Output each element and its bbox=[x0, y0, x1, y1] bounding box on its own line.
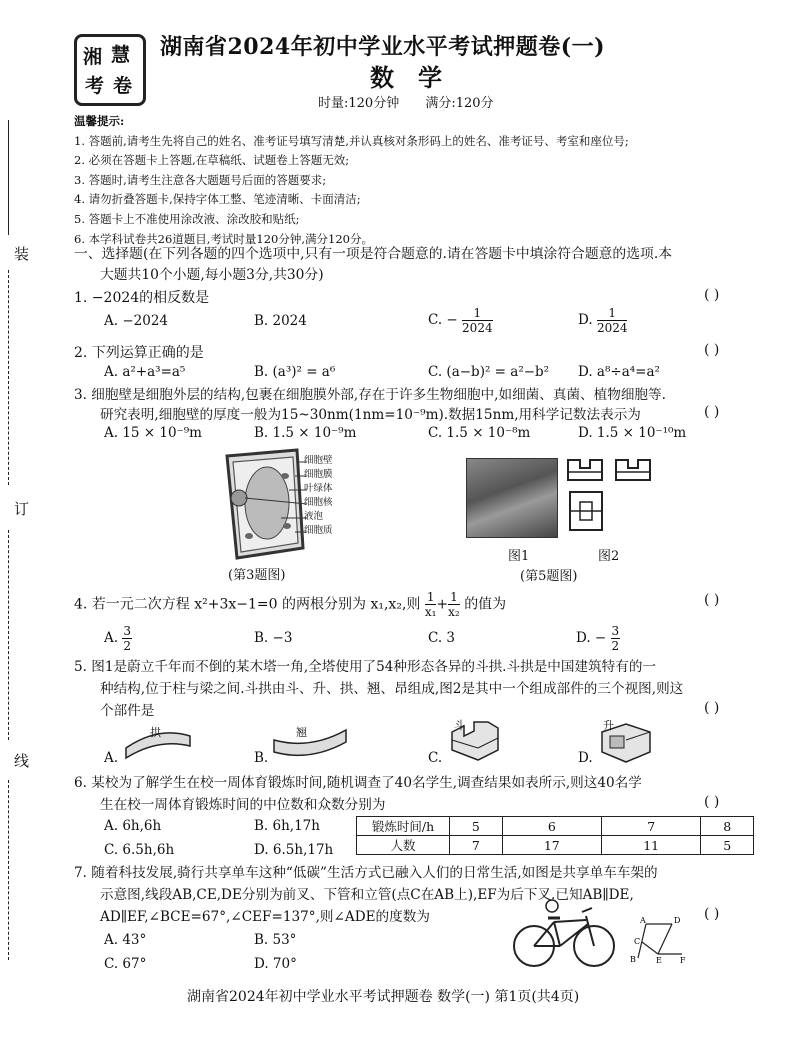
frac-num: 1 bbox=[426, 590, 435, 604]
table-cell: 8 bbox=[701, 817, 754, 836]
q5-line1: 5. 图1是蔚立千年而不倒的某木塔一角,全塔使用了54种形态各异的斗拱.斗拱是中国建筑特有的一 bbox=[74, 659, 657, 675]
cell-label: 细胞核 bbox=[304, 497, 333, 508]
table-cell: 5 bbox=[450, 817, 503, 836]
section1-line2: 大题共10个小题,每小题3分,共30分) bbox=[100, 267, 324, 283]
q2-option-a: A. a²+a³=a⁵ bbox=[104, 364, 186, 380]
table-row bbox=[357, 817, 754, 836]
gutter-ding: 订 bbox=[14, 500, 30, 518]
q4-frac-2 bbox=[448, 590, 460, 619]
q6-answer-paren: ( ) bbox=[704, 794, 720, 810]
q3-figure-caption: (第3题图) bbox=[228, 568, 286, 583]
point-label-e: E bbox=[656, 956, 662, 964]
logo-char-1: 湘 bbox=[83, 46, 103, 68]
cell-label: 液泡 bbox=[304, 511, 324, 522]
tip-item: 2. 必须在答题卡上答题,在草稿纸、试题卷上答题无效; bbox=[74, 153, 350, 168]
q1-d-label: D. bbox=[578, 312, 593, 328]
q4-a-fraction bbox=[122, 624, 132, 653]
tip-item: 6. 本学科试卷共26道题目,考试时量120分钟,满分120分。 bbox=[74, 231, 373, 246]
gutter-zhuang: 装 bbox=[14, 245, 30, 263]
q4-option-b: B. −3 bbox=[254, 630, 293, 646]
q7-line3: AD∥EF,∠BCE=67°,∠CEF=137°,则∠ADE的度数为 bbox=[100, 909, 430, 925]
q2-stem: 2. 下列运算正确的是 bbox=[74, 345, 204, 361]
table-cell: 5 bbox=[701, 836, 754, 855]
fig1-label: 图1 bbox=[508, 549, 530, 564]
logo-char-3: 考 bbox=[85, 75, 105, 97]
table-cell: 7 bbox=[601, 817, 700, 836]
q1-option-a: A. −2024 bbox=[104, 313, 168, 329]
frac-num: 1 bbox=[462, 306, 493, 321]
q7-answer-paren: ( ) bbox=[704, 906, 720, 922]
q5-option-d: D. bbox=[578, 750, 593, 766]
cell-labels bbox=[304, 454, 333, 538]
q6-option-c: C. 6.5h,6h bbox=[104, 842, 175, 858]
frac-den: x₂ bbox=[448, 605, 460, 619]
exam-info bbox=[318, 92, 516, 111]
frac-num: 1 bbox=[450, 590, 458, 604]
q7-line1: 7. 随着科技发展,骑行共享单车这种“低碳”生活方式已融入人们的日常生活,如图是共享单车车架的 bbox=[74, 865, 658, 881]
q4-d-fraction bbox=[611, 624, 621, 653]
frac-den: x₁ bbox=[424, 605, 437, 619]
q3-answer-paren: ( ) bbox=[704, 404, 720, 420]
q7-line2: 示意图,线段AB,CE,DE分别为前叉、下管和立管(点C在AB上),EF为后下叉.已知AB∥DE, bbox=[100, 887, 634, 903]
binding-line-top bbox=[8, 120, 9, 235]
logo-char-2: 慧 bbox=[111, 44, 131, 66]
section1-line1: 一、选择题(在下列各题的四个选项中,只有一项是符合题意的.请在答题卡中填涂符合题意的选项.本 bbox=[74, 246, 673, 262]
q5-option-c: C. bbox=[428, 750, 443, 766]
tip-item: 5. 答题卡上不准使用涂改液、涂改胶和贴纸; bbox=[74, 211, 300, 226]
q5-b-qiao-part bbox=[270, 722, 350, 762]
q6-option-b: B. 6h,17h bbox=[254, 818, 320, 834]
wooden-tower-photo bbox=[466, 458, 558, 538]
exam-title: 湖南省2024年初中学业水平考试押题卷(一) bbox=[160, 34, 606, 60]
binding-line-bottom bbox=[8, 780, 9, 960]
frac-den: 2 bbox=[123, 639, 131, 653]
full-score: 满分:120分 bbox=[425, 96, 494, 111]
table-row bbox=[357, 836, 754, 855]
point-label-c: C bbox=[634, 937, 641, 946]
tip-item: 3. 答题时,请考生注意各大题题号后面的答题要求; bbox=[74, 172, 327, 187]
time-limit: 时量:120分钟 bbox=[318, 96, 400, 111]
gutter-xian: 线 bbox=[14, 752, 30, 770]
q6-option-d: D. 6.5h,17h bbox=[254, 842, 334, 858]
q6-line2: 生在校一周体育锻炼时间的中位数和众数分别为 bbox=[100, 797, 386, 813]
tip-item: 4. 请勿折叠答题卡,保持字体工整、笔迹清晰、卡面清洁; bbox=[74, 192, 361, 207]
q1-d-fraction bbox=[597, 306, 628, 335]
q3-option-b: B. 1.5 × 10⁻⁹m bbox=[254, 425, 357, 441]
bicycle-illustration bbox=[508, 898, 620, 970]
frac-num: 1 bbox=[597, 306, 628, 321]
fig2-label: 图2 bbox=[598, 549, 620, 564]
frac-num: 3 bbox=[611, 624, 620, 638]
cell-label: 细胞壁 bbox=[304, 455, 333, 466]
q7-option-a: A. 43° bbox=[104, 932, 147, 948]
q5-a-tag: 拱 bbox=[150, 726, 161, 739]
q1-stem: 1. −2024的相反数是 bbox=[74, 290, 210, 306]
q1-c-label: C. − bbox=[428, 312, 458, 328]
q2-option-c: C. (a−b)² = a²−b² bbox=[428, 364, 550, 380]
q7-option-c: C. 67° bbox=[104, 956, 147, 972]
q5-option-b: B. bbox=[254, 750, 269, 766]
q4-stem bbox=[74, 590, 506, 619]
table-cell: 11 bbox=[601, 836, 700, 855]
three-views-diagram bbox=[566, 456, 666, 536]
table-cell: 7 bbox=[450, 836, 503, 855]
q5-option-a: A. bbox=[104, 750, 119, 766]
q6-data-table bbox=[356, 816, 754, 855]
point-label-b: B bbox=[630, 955, 636, 964]
tips-title: 温馨提示: bbox=[74, 114, 125, 128]
q7-option-b: B. 53° bbox=[254, 932, 297, 948]
tips-block bbox=[74, 112, 629, 249]
q3-option-a: A. 15 × 10⁻⁹m bbox=[104, 425, 202, 441]
point-label-a: A bbox=[640, 916, 646, 925]
q5-figure-caption: (第5题图) bbox=[520, 569, 578, 584]
q2-option-b: B. (a³)² = a⁶ bbox=[254, 364, 336, 380]
q1-option-b: B. 2024 bbox=[254, 313, 307, 329]
binding-line-low bbox=[8, 530, 9, 740]
q3-option-c: C. 1.5 × 10⁻⁸m bbox=[428, 425, 531, 441]
q4-d-label: D. − bbox=[576, 630, 607, 646]
q6-option-a: A. 6h,6h bbox=[104, 818, 162, 834]
table-cell: 锻炼时间/h bbox=[357, 817, 450, 836]
table-cell: 人数 bbox=[357, 836, 450, 855]
q1-c-fraction bbox=[462, 306, 493, 335]
frac-num: 3 bbox=[123, 624, 131, 638]
logo-char-4: 卷 bbox=[113, 75, 133, 97]
tip-item: 1. 答题前,请考生先将自己的姓名、准考证号填写清楚,并认真核对条形码上的姓名、准考证号、考室和座位号; bbox=[74, 133, 629, 148]
point-label-f: F bbox=[680, 956, 686, 964]
q5-line2: 种结构,位于柱与梁之间.斗拱由斗、升、拱、翘、昂组成,图2是其中一个组成部件的三个视图,则这 bbox=[100, 681, 684, 697]
frac-den: 2024 bbox=[462, 321, 493, 335]
q4-option-c: C. 3 bbox=[428, 630, 456, 646]
q5-line3: 个部件是 bbox=[100, 703, 155, 719]
cell-label: 细胞质 bbox=[304, 525, 333, 536]
q6-line1: 6. 某校为了解学生在校一周体育锻炼时间,随机调查了40名学生,调查结果如表所示,则这40名学 bbox=[74, 775, 642, 791]
q5-answer-paren: ( ) bbox=[704, 700, 720, 716]
q5-b-tag: 翘 bbox=[296, 726, 307, 739]
q4-answer-paren: ( ) bbox=[704, 592, 720, 608]
frac-den: 2 bbox=[611, 639, 620, 653]
q4-option-d bbox=[576, 624, 620, 653]
q3-line2: 研究表明,细胞壁的厚度一般为15~30nm(1nm=10⁻⁹m).数据15nm,用科学记数法表示为 bbox=[100, 407, 641, 423]
q4-option-a bbox=[104, 624, 132, 653]
page-footer: 湖南省2024年初中学业水平考试押题卷 数学(一) 第1页(共4页) bbox=[187, 989, 580, 1005]
cell-label: 叶绿体 bbox=[304, 483, 333, 494]
q2-answer-paren: ( ) bbox=[704, 342, 720, 358]
q4-plus: + bbox=[436, 596, 449, 613]
q7-option-d: D. 70° bbox=[254, 956, 297, 972]
q4-stem-a: 4. 若一元二次方程 x²+3x−1=0 的两根分别为 x₁,x₂,则 bbox=[74, 596, 421, 613]
q4-stem-b: 的值为 bbox=[464, 596, 507, 613]
cell-label: 细胞膜 bbox=[304, 469, 333, 480]
table-cell: 6 bbox=[502, 817, 601, 836]
q1-option-c bbox=[428, 306, 493, 335]
q5-d-tag: 升 bbox=[603, 719, 614, 732]
q3-line1: 3. 细胞壁是细胞外层的结构,包裹在细胞膜外部,存在于许多生物细胞中,如细菌、真菌、植物细胞等. bbox=[74, 387, 666, 403]
frame-schematic bbox=[628, 914, 688, 964]
q1-answer-paren: ( ) bbox=[704, 287, 720, 303]
frac-den: 2024 bbox=[596, 321, 628, 335]
binding-line-mid bbox=[8, 270, 9, 485]
subject-title: 数学 bbox=[370, 63, 466, 92]
q4-frac-1 bbox=[425, 590, 437, 619]
q4-a-label: A. bbox=[104, 630, 119, 646]
q3-option-d: D. 1.5 × 10⁻¹⁰m bbox=[578, 425, 687, 441]
logo-seal bbox=[74, 34, 146, 106]
table-cell: 17 bbox=[502, 836, 601, 855]
q2-option-d: D. a⁸÷a⁴=a² bbox=[578, 364, 660, 380]
q5-c-tag: 斗 bbox=[454, 719, 465, 732]
point-label-d: D bbox=[674, 916, 681, 925]
q1-option-d bbox=[578, 306, 627, 335]
